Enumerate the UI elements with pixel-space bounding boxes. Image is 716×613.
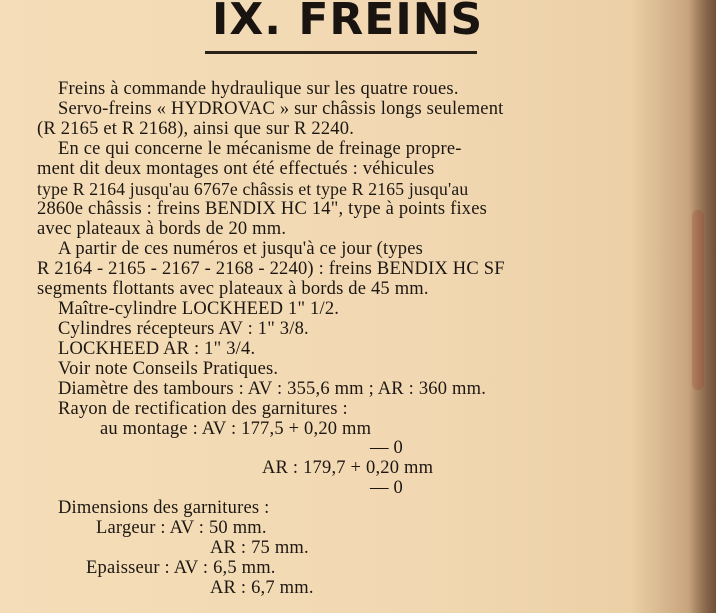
- text-line: — 0: [370, 438, 403, 458]
- page-stain: [692, 210, 704, 390]
- text-line: LOCKHEED AR : 1" 3/4.: [58, 339, 256, 359]
- text-line: Voir note Conseils Pratiques.: [58, 359, 279, 379]
- text-line: A partir de ces numéros et jusqu'à ce jour (types: [58, 239, 424, 259]
- text-line: — 0: [370, 478, 403, 498]
- text-line: 2860e châssis : freins BENDIX HC 14", type à points fixes: [37, 199, 488, 219]
- text-line: Diamètre des tambours : AV : 355,6 mm ; AR : 360 mm.: [58, 379, 487, 399]
- text-line: AR : 75 mm.: [210, 538, 309, 558]
- text-line: Rayon de rectification des garnitures :: [58, 399, 348, 419]
- text-line: Servo-freins « HYDROVAC » sur châssis longs seulement: [58, 99, 504, 119]
- text-line: Freins à commande hydraulique sur les quatre roues.: [58, 79, 459, 99]
- text-line: segments flottants avec plateaux à bords de 45 mm.: [37, 279, 429, 299]
- text-line: Largeur : AV : 50 mm.: [96, 518, 267, 538]
- text-line: R 2164 - 2165 - 2167 - 2168 - 2240) : freins BENDIX HC SF: [37, 259, 505, 279]
- text-line: AR : 179,7 + 0,20 mm: [262, 458, 434, 478]
- text-line: (R 2165 et R 2168), ainsi que sur R 2240.: [37, 119, 355, 139]
- text-line: AR : 6,7 mm.: [210, 578, 314, 598]
- text-line: avec plateaux à bords de 20 mm.: [37, 219, 287, 239]
- text-line: au montage : AV : 177,5 + 0,20 mm: [100, 419, 372, 439]
- text-line: Dimensions des garnitures :: [58, 498, 270, 518]
- text-line: type R 2164 jusqu'au 6767e châssis et type R 2165 jusqu'au: [37, 179, 469, 199]
- text-line: Maître-cylindre LOCKHEED 1" 1/2.: [58, 299, 340, 319]
- section-title: IX. FREINS: [212, 0, 484, 45]
- text-line: En ce qui concerne le mécanisme de freinage propre-: [58, 139, 462, 159]
- title-underline: [205, 51, 477, 54]
- text-line: ment dit deux montages ont été effectués : véhicules: [37, 159, 435, 179]
- text-line: Epaisseur : AV : 6,5 mm.: [86, 558, 276, 578]
- text-line: Cylindres récepteurs AV : 1" 3/8.: [58, 319, 309, 339]
